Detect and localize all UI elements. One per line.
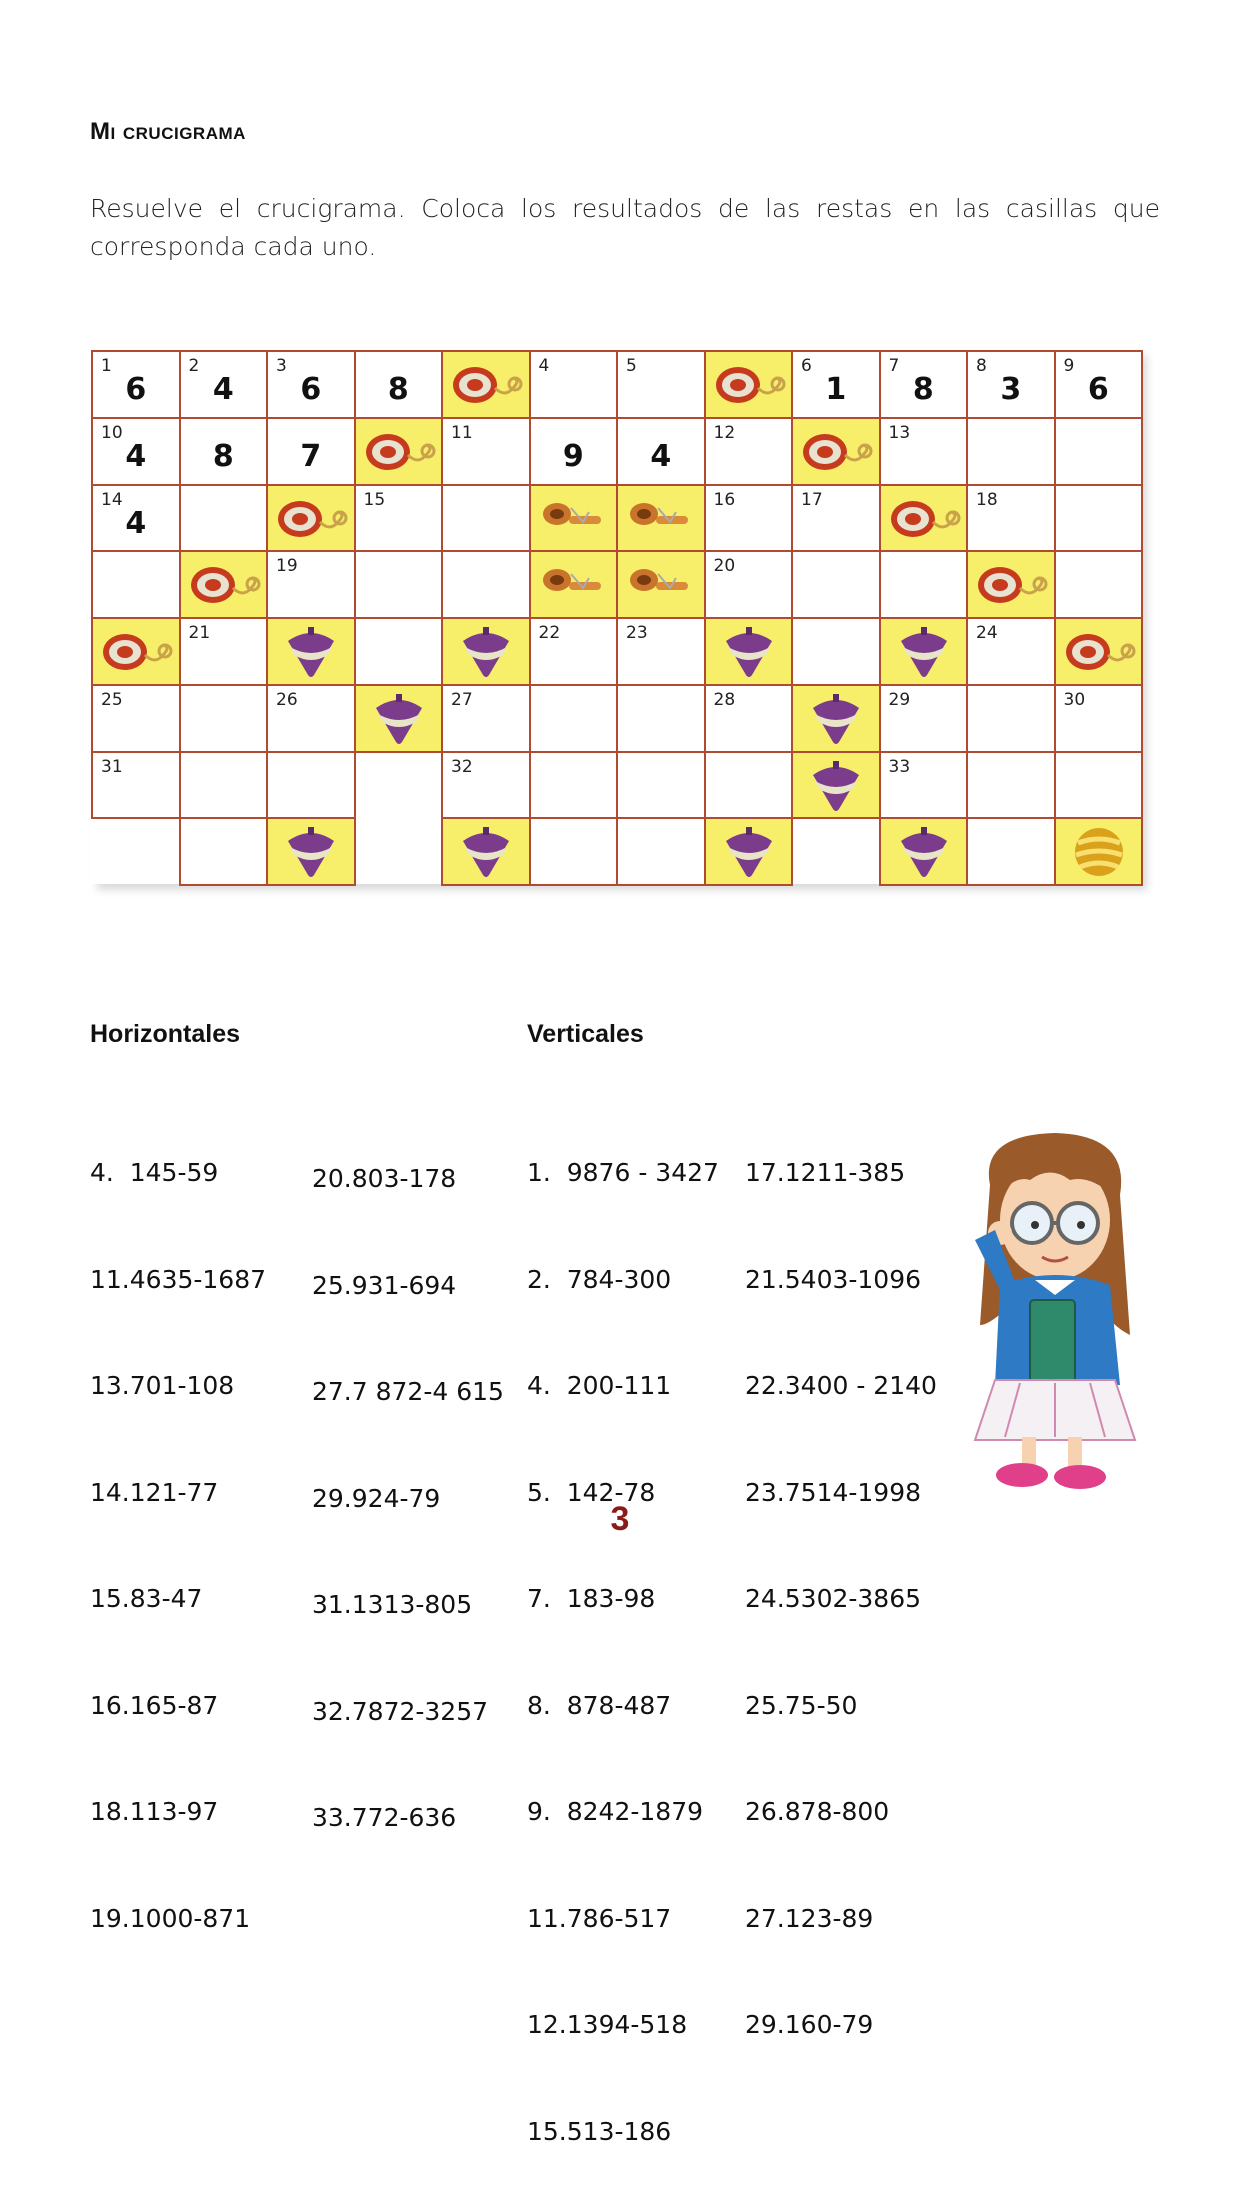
crossword-cell[interactable] bbox=[266, 350, 356, 419]
spinning-top-icon bbox=[793, 753, 880, 819]
yoyo-icon bbox=[356, 419, 443, 485]
crossword-cell-top bbox=[791, 751, 881, 820]
spinning-top-icon bbox=[443, 619, 530, 685]
clue: 13.701-108 bbox=[90, 1371, 235, 1400]
crossword-grid bbox=[91, 350, 1141, 884]
clue: 17.1211-385 bbox=[745, 1158, 906, 1187]
crossword-cell-yoyo bbox=[704, 350, 794, 419]
clue: 11.786-517 bbox=[527, 1903, 672, 1933]
crossword-cell[interactable] bbox=[704, 484, 794, 553]
verticales-heading: Verticales bbox=[527, 1020, 644, 1048]
clue: 18.113-97 bbox=[90, 1797, 219, 1826]
crossword-cell[interactable] bbox=[616, 417, 706, 486]
answer-digit: 8 bbox=[387, 372, 409, 407]
clue-number: 18 bbox=[976, 489, 998, 510]
crossword-cell[interactable] bbox=[179, 817, 269, 886]
crossword-cell[interactable] bbox=[791, 484, 881, 553]
spinning-top-icon bbox=[356, 686, 443, 752]
crossword-cell[interactable] bbox=[704, 550, 794, 619]
crossword-cell-top bbox=[704, 617, 794, 686]
answer-digit: 4 bbox=[650, 438, 672, 474]
wooden-toy-icon bbox=[531, 552, 618, 618]
crossword-cell[interactable] bbox=[529, 417, 619, 486]
yoyo-icon bbox=[93, 619, 180, 685]
crossword-cell-yoyo bbox=[966, 550, 1056, 619]
clue: 4. 145-59 bbox=[90, 1158, 219, 1187]
crossword-cell[interactable] bbox=[791, 617, 881, 686]
clue-number: 3 bbox=[276, 356, 287, 376]
clue: 19.1000-871 bbox=[90, 1903, 251, 1933]
crossword-cell[interactable] bbox=[966, 617, 1056, 686]
clue: 20.803-178 bbox=[312, 1164, 457, 1193]
wooden-toy-icon bbox=[531, 486, 618, 552]
clue: 5. 142-78 bbox=[527, 1477, 656, 1507]
crossword-cell[interactable] bbox=[266, 751, 356, 820]
clue-number: 6 bbox=[801, 356, 812, 376]
clue-number: 13 bbox=[888, 422, 911, 443]
clue-number: 7 bbox=[888, 356, 900, 376]
horizontales-clues-col2 bbox=[312, 1090, 504, 1871]
yoyo-icon bbox=[1056, 619, 1143, 685]
crossword-cell[interactable] bbox=[879, 684, 969, 753]
girl-illustration bbox=[960, 1125, 1150, 1495]
clue: 29.924-79 bbox=[312, 1483, 441, 1513]
clue: 15.513-186 bbox=[527, 2116, 672, 2146]
answer-digit: 4 bbox=[212, 372, 234, 407]
crossword-cell[interactable] bbox=[179, 684, 269, 753]
page-number: 3 bbox=[610, 1500, 630, 1538]
crossword-cell[interactable] bbox=[879, 350, 969, 419]
answer-digit: 4 bbox=[125, 438, 147, 474]
crossword-cell[interactable] bbox=[966, 484, 1056, 553]
crossword-cell-yoyo bbox=[441, 350, 531, 419]
crossword-cell[interactable] bbox=[1054, 751, 1144, 820]
crossword-cell-top bbox=[266, 617, 356, 686]
crossword-cell[interactable] bbox=[91, 550, 181, 619]
crossword-cell-yoyo bbox=[266, 484, 356, 553]
crossword-cell-top bbox=[791, 684, 881, 753]
crossword-cell[interactable] bbox=[179, 417, 269, 486]
crossword-cell[interactable] bbox=[441, 417, 531, 486]
crossword-cell-ball bbox=[1054, 817, 1144, 886]
clue: 25.75-50 bbox=[745, 1690, 858, 1720]
instructions-text: Resuelve el crucigrama. Coloca los resultados de las restas en las casillas que corresponda cada uno. bbox=[90, 194, 1160, 261]
crossword-cell[interactable] bbox=[91, 751, 181, 820]
crossword-cell[interactable] bbox=[616, 751, 706, 820]
crossword-cell[interactable] bbox=[91, 350, 181, 419]
answer-digit: 6 bbox=[1087, 372, 1109, 407]
crossword-cell-yoyo bbox=[879, 484, 969, 553]
crossword-cell-toy bbox=[616, 550, 706, 619]
clue-number: 10 bbox=[101, 422, 123, 443]
crossword-cell[interactable] bbox=[1054, 350, 1144, 419]
crossword-cell[interactable] bbox=[791, 350, 881, 419]
crossword-cell[interactable] bbox=[616, 350, 706, 419]
clue: 27.123-89 bbox=[745, 1903, 874, 1933]
crossword-cell[interactable] bbox=[354, 550, 444, 619]
spinning-top-icon bbox=[268, 619, 355, 685]
clue-number: 4 bbox=[538, 356, 550, 376]
crossword-cell[interactable] bbox=[441, 550, 531, 619]
yoyo-icon bbox=[181, 552, 268, 618]
crossword-cell[interactable] bbox=[616, 684, 706, 753]
clue: 24.5302-3865 bbox=[745, 1584, 922, 1613]
spinning-top-icon bbox=[793, 686, 880, 752]
wooden-toy-icon bbox=[618, 486, 705, 552]
crossword-cell-top bbox=[266, 817, 356, 886]
yoyo-icon bbox=[881, 486, 968, 552]
clue: 8. 878-487 bbox=[527, 1690, 672, 1720]
crossword-cell[interactable] bbox=[179, 484, 269, 553]
clue-number: 29 bbox=[888, 689, 911, 710]
clue: 11.4635-1687 bbox=[90, 1264, 267, 1294]
spinning-top-icon bbox=[706, 619, 793, 685]
clue-number: 33 bbox=[888, 756, 911, 777]
spinning-top-icon bbox=[881, 819, 968, 885]
clue-number: 21 bbox=[188, 623, 211, 643]
crossword-cell-top bbox=[354, 684, 444, 753]
wooden-toy-icon bbox=[618, 552, 705, 618]
crossword-cell[interactable] bbox=[704, 684, 794, 753]
clue: 2. 784-300 bbox=[527, 1264, 672, 1294]
crossword-cell-toy bbox=[616, 484, 706, 553]
crossword-cell[interactable] bbox=[966, 751, 1056, 820]
crossword-cell[interactable] bbox=[91, 484, 181, 553]
crossword-cell[interactable] bbox=[91, 417, 181, 486]
clue-number: 12 bbox=[713, 422, 736, 443]
yoyo-icon bbox=[793, 419, 880, 485]
spinning-top-icon bbox=[443, 819, 530, 885]
clue-number: 2 bbox=[188, 356, 200, 376]
clue-number: 14 bbox=[101, 489, 123, 510]
clue: 33.772-636 bbox=[312, 1803, 457, 1832]
clue: 4. 200-111 bbox=[527, 1371, 672, 1400]
clue-number: 27 bbox=[451, 689, 473, 710]
clue-number: 5 bbox=[626, 356, 637, 376]
spinning-top-icon bbox=[268, 819, 355, 885]
clue: 25.931-694 bbox=[312, 1270, 457, 1300]
clue: 1. 9876 - 3427 bbox=[527, 1158, 719, 1187]
crossword-cell[interactable] bbox=[616, 817, 706, 886]
clue-number: 20 bbox=[713, 556, 736, 577]
crossword-cell[interactable] bbox=[529, 817, 619, 886]
ball-icon bbox=[1056, 819, 1143, 885]
crossword-cell[interactable] bbox=[179, 751, 269, 820]
crossword-cell[interactable] bbox=[441, 751, 531, 820]
clue-number: 15 bbox=[363, 489, 386, 510]
answer-digit: 6 bbox=[300, 372, 322, 407]
crossword-cell[interactable] bbox=[354, 350, 444, 419]
crossword-cell[interactable] bbox=[879, 417, 969, 486]
crossword-cell[interactable] bbox=[1054, 550, 1144, 619]
crossword-cell[interactable] bbox=[879, 751, 969, 820]
crossword-cell[interactable] bbox=[616, 617, 706, 686]
clue: 9. 8242-1879 bbox=[527, 1797, 704, 1826]
answer-digit: 4 bbox=[125, 505, 147, 541]
answer-digit: 3 bbox=[1000, 372, 1022, 407]
clue: 32.7872-3257 bbox=[312, 1696, 489, 1726]
clue-number: 28 bbox=[713, 689, 736, 710]
clue: 29.160-79 bbox=[745, 2010, 874, 2039]
clue-number: 11 bbox=[451, 422, 473, 443]
crossword-cell-top bbox=[704, 817, 794, 886]
crossword-cell-yoyo bbox=[354, 417, 444, 486]
crossword-cell[interactable] bbox=[529, 617, 619, 686]
crossword-cell-toy bbox=[529, 550, 619, 619]
answer-digit: 1 bbox=[825, 372, 847, 407]
clue: 15.83-47 bbox=[90, 1584, 203, 1613]
clue: 26.878-800 bbox=[745, 1797, 890, 1826]
crossword-cell[interactable] bbox=[1054, 484, 1144, 553]
crossword-cell[interactable] bbox=[966, 350, 1056, 419]
crossword-cell[interactable] bbox=[966, 817, 1056, 886]
crossword-cell[interactable] bbox=[354, 484, 444, 553]
clue-number: 24 bbox=[976, 623, 998, 643]
crossword-cell[interactable] bbox=[179, 617, 269, 686]
answer-digit: 8 bbox=[212, 438, 234, 474]
clue-number: 1 bbox=[101, 356, 112, 376]
crossword-cell[interactable] bbox=[791, 550, 881, 619]
clue: 22.3400 - 2140 bbox=[745, 1371, 937, 1400]
crossword-cell[interactable] bbox=[966, 417, 1056, 486]
crossword-cell[interactable] bbox=[966, 684, 1056, 753]
answer-digit: 6 bbox=[125, 372, 147, 407]
clue-number: 16 bbox=[713, 489, 736, 510]
clue-number: 17 bbox=[801, 489, 823, 510]
clue-number: 9 bbox=[1063, 356, 1075, 376]
clue: 21.5403-1096 bbox=[745, 1264, 922, 1294]
spinning-top-icon bbox=[881, 619, 968, 685]
clue-number: 25 bbox=[101, 689, 123, 710]
crossword-cell-yoyo bbox=[791, 417, 881, 486]
crossword-cell-yoyo bbox=[91, 617, 181, 686]
crossword-cell[interactable] bbox=[529, 684, 619, 753]
verticales-clues-col1 bbox=[527, 1084, 719, 2185]
answer-digit: 7 bbox=[300, 438, 322, 474]
crossword-cell-yoyo bbox=[1054, 617, 1144, 686]
crossword-cell[interactable] bbox=[529, 350, 619, 419]
crossword-cell[interactable] bbox=[529, 751, 619, 820]
crossword-cell[interactable] bbox=[441, 484, 531, 553]
clue-number: 31 bbox=[101, 756, 123, 777]
clue-number: 8 bbox=[976, 356, 987, 376]
yoyo-icon bbox=[968, 552, 1055, 618]
crossword-cell-toy bbox=[529, 484, 619, 553]
yoyo-icon bbox=[268, 486, 355, 552]
clue-number: 22 bbox=[538, 623, 561, 643]
clue: 16.165-87 bbox=[90, 1690, 219, 1720]
horizontales-heading: Horizontales bbox=[90, 1020, 241, 1048]
clue: 14.121-77 bbox=[90, 1477, 219, 1507]
clue: 12.1394-518 bbox=[527, 2010, 688, 2039]
crossword-cell-top bbox=[879, 817, 969, 886]
crossword-cell[interactable] bbox=[704, 417, 794, 486]
clue-number: 30 bbox=[1063, 689, 1086, 710]
yoyo-icon bbox=[443, 352, 530, 418]
crossword-cell-yoyo bbox=[179, 550, 269, 619]
crossword-cell[interactable] bbox=[704, 751, 794, 820]
crossword-cell[interactable] bbox=[266, 550, 356, 619]
clue-number: 26 bbox=[276, 689, 298, 710]
crossword-cell[interactable] bbox=[879, 550, 969, 619]
verticales-clues-col2 bbox=[745, 1084, 937, 2078]
yoyo-icon bbox=[706, 352, 793, 418]
answer-digit: 8 bbox=[912, 372, 934, 407]
clue: 27.7 872-4 615 bbox=[312, 1377, 504, 1406]
clue: 23.7514-1998 bbox=[745, 1477, 922, 1507]
crossword-cell[interactable] bbox=[266, 417, 356, 486]
crossword-cell[interactable] bbox=[91, 684, 181, 753]
crossword-cell-top bbox=[879, 617, 969, 686]
crossword-cell[interactable] bbox=[441, 684, 531, 753]
crossword-cell-top bbox=[441, 617, 531, 686]
spinning-top-icon bbox=[706, 819, 793, 885]
answer-digit: 9 bbox=[562, 438, 584, 474]
crossword-cell[interactable] bbox=[354, 617, 444, 686]
crossword-cell[interactable] bbox=[179, 350, 269, 419]
crossword-cell[interactable] bbox=[1054, 684, 1144, 753]
clue-number: 19 bbox=[276, 556, 298, 577]
clue-number: 32 bbox=[451, 756, 473, 777]
clue: 7. 183-98 bbox=[527, 1584, 656, 1613]
crossword-cell[interactable] bbox=[1054, 417, 1144, 486]
crossword-cell[interactable] bbox=[266, 684, 356, 753]
clue-number: 23 bbox=[626, 623, 648, 643]
clue: 31.1313-805 bbox=[312, 1590, 473, 1619]
page-title: Mi crucigrama bbox=[90, 118, 246, 145]
crossword-cell-top bbox=[441, 817, 531, 886]
